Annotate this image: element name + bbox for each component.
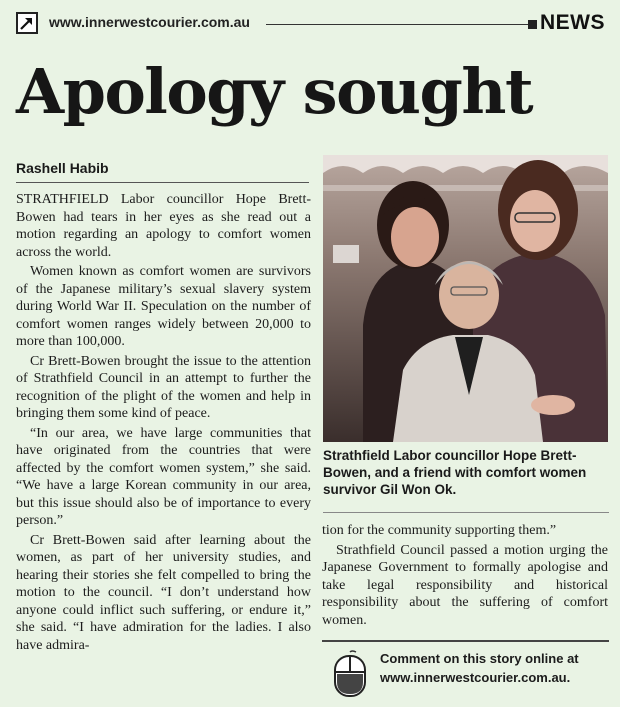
masthead-rule-end-marker (528, 20, 537, 29)
article-photo (323, 155, 608, 442)
byline-divider (16, 182, 309, 183)
byline: Rashell Habib (16, 160, 109, 176)
masthead-bar (16, 12, 606, 38)
section-label: NEWS (540, 11, 605, 34)
article-paragraph: Cr Brett-Bowen said after learning about the women, as part of her university studies, and hearing their stories she felt compelled to bring the motion to the council. “I don’t understand how anyone could inflict such suffering, or endure it,” she said. “I have admiration for the ladies. I also have admira- (16, 532, 311, 653)
caption-divider (323, 512, 609, 513)
site-url-link[interactable]: www.innerwestcourier.com.au (49, 14, 250, 30)
article-paragraph: STRATHFIELD Labor councillor Hope Brett-Bowen had tears in her eyes as she read out a motion regarding an apology to comfort women across the world. (16, 192, 311, 260)
article-column-right (322, 522, 608, 631)
article-paragraph: Women known as comfort women are survivors of the Japanese military’s sexual slavery system during World War II. Speculation on the number of comfort women ranges widely between 20,000 to more than 100,000. (16, 264, 311, 349)
article-paragraph: tion for the community supporting them.” (322, 523, 557, 538)
headline: Apology sought (16, 55, 533, 128)
photo-illustration (323, 155, 608, 442)
arrow-icon (16, 12, 38, 34)
article-paragraph: Strathfield Council passed a motion urging the Japanese Government to formally apologise and take legal responsibility and historical responsibility about the suffering of comfort women. (322, 542, 608, 628)
comment-divider (322, 640, 609, 642)
computer-mouse-icon (330, 650, 370, 702)
masthead-rule (266, 24, 532, 25)
article-paragraph: “In our area, we have large communities that have originated from the countries that were affected by the comfort women system,” she said. “We have a large Korean community in our area, but this issue should also be of importance to every person.” (16, 425, 311, 528)
photo-caption: Strathfield Labor councillor Hope Brett-Bowen, and a friend with comfort women survivor Gil Won Ok. (323, 448, 587, 497)
article-paragraph: Cr Brett-Bowen brought the issue to the attention of Strathfield Council in an attempt to further the recognition of the plight of the women and help in bringing them some kind of peace. (16, 353, 311, 421)
article-column-left (16, 191, 311, 656)
comment-online-link[interactable]: Comment on this story online at www.innerwestcourier.com.au. (380, 651, 579, 685)
